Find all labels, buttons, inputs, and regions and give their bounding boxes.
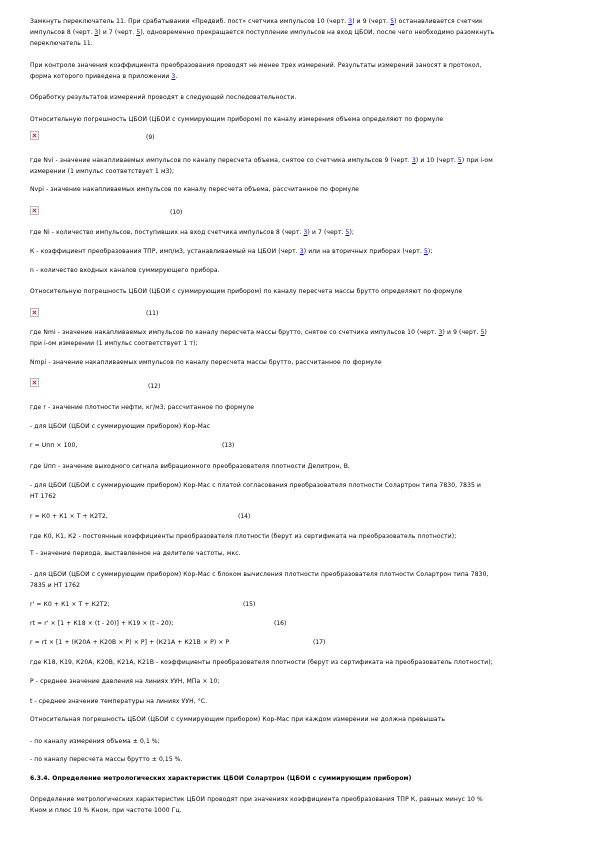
broken-image-icon: [30, 131, 39, 140]
text-line: [30, 638, 570, 648]
line-text: Обработку результатов измерений проводят в следующей последовательности.: [30, 94, 297, 101]
line-text: n - количество входных каналов суммирующего прибора.: [30, 267, 220, 274]
text-line: [30, 715, 570, 725]
broken-image-icon: [30, 206, 39, 215]
line-text: r' = К0 + К1 × Т + К2Т2;: [30, 601, 110, 608]
text-line: [30, 167, 570, 177]
text-line: [30, 403, 570, 413]
text-line: [30, 677, 570, 687]
line-text-segment: ) или на вторичных приборах (черт.: [303, 248, 424, 255]
line-text: Р - среднее значение давления на линиях УУН, МПа × 10;: [30, 678, 220, 685]
line-text-segment: ) останавливается счетчик: [394, 18, 483, 25]
line-text: 6.3.4. Определение метрологических характеристик ЦБОИ Солартрон (ЦБОИ с суммирующим прибором): [30, 775, 412, 782]
text-line: [30, 28, 570, 38]
line-text: - для ЦБОИ (ЦБОИ с суммирующим прибором) Кор-Мас с платой согласования преобразователя плотности Солартрон типа 7830, 7835 и: [30, 482, 482, 489]
figure-link[interactable]: 5: [345, 229, 350, 236]
equation-number: (16): [274, 620, 287, 627]
text-line: [30, 737, 570, 747]
text-line: [30, 481, 570, 491]
text-line: [30, 697, 570, 707]
equation-number: (11): [146, 310, 159, 317]
text-line: [30, 492, 570, 502]
line-text: где К0, К1, К2 - постоянные коэффициенты преобразователя плотности (берут из сертификата на преобразователь плотности);: [30, 533, 457, 540]
line-text: При контроле значения коэффициента преобразования проводят не менее трех измерений. Результаты измерений заносят в протокол,: [30, 62, 482, 69]
figure-link[interactable]: 3: [411, 157, 416, 164]
text-line: [30, 266, 570, 276]
line-text: Nmpi - значение накапливаемых импульсов по каналу пересчета массы брутто, рассчитанное по формуле: [30, 359, 382, 366]
text-line: [30, 61, 570, 71]
line-text: Замкнуть переключатель 11. При срабатывании «Предвиб. пост» счетчика импульсов 10 (черт.: [30, 18, 349, 25]
text-line: [30, 287, 570, 297]
line-text-segment: ) и 7 (черт.: [307, 229, 346, 236]
line-text: Т - значение периода, выставленное на делителе частоты, мкс.: [30, 550, 241, 557]
text-line: [30, 328, 570, 338]
line-text: где Uпп - значение выходного сигнала вибрационного преобразователя плотности Делитрон, В.: [30, 463, 350, 470]
line-text: Определение метрологических характеристик ЦБОИ проводят при значениях коэффициента преобразования ТПР К, равных минус 10 %: [30, 796, 483, 803]
line-text: - по каналу измерения объема ± 0,1 %;: [30, 738, 160, 745]
line-text: - для ЦБОИ (ЦБОИ с суммирующим прибором) Кор-Мас с блоком вычисления плотности преобразователя плотности Солартрон типа 7830,: [30, 571, 489, 578]
figure-link[interactable]: 3: [299, 248, 304, 255]
line-text: К - коэффициент преобразования ТПР, имп/м3, устанавливаемый на ЦБОИ (черт.: [30, 248, 300, 255]
figure-link[interactable]: 5: [423, 248, 428, 255]
line-text-segment: .: [175, 73, 178, 80]
text-line: [30, 39, 570, 49]
figure-link[interactable]: 3: [348, 18, 353, 25]
line-text: при i-ом измерении (1 импульс соответствует 1 т);: [30, 340, 198, 347]
text-line: [30, 774, 570, 784]
line-text: Относительную погрешность ЦБОИ (ЦБОИ с суммирующим прибором) по каналу пересчета массы брутто определяют по формуле: [30, 288, 463, 295]
line-text-segment: ) и 7 (черт.: [98, 29, 137, 36]
text-line: [30, 156, 570, 166]
line-text-segment: ) и 9 (черт.: [352, 18, 391, 25]
broken-image-icon: [30, 308, 39, 317]
line-text: переключатель 11.: [30, 40, 93, 47]
text-line: [30, 185, 570, 195]
text-line: [30, 228, 570, 238]
text-line: [30, 462, 570, 472]
line-text: r = rt × [1 + (К20А + К20В × Р) × Р] + (К21А + К21В × Р) × Р: [30, 639, 230, 646]
text-line: [30, 247, 570, 257]
line-text-segment: ) при i-ом: [461, 157, 493, 164]
equation-number: (10): [170, 209, 183, 216]
line-text-segment: ), одновременно прекращается поступление импульсов на вход ЦБОИ, после чего необходимо разомкнуть: [140, 29, 495, 36]
line-text: t - среднее значение температуры на линиях УУН, °С.: [30, 698, 208, 705]
figure-link[interactable]: 5: [390, 18, 395, 25]
text-line: [30, 600, 570, 610]
line-text-segment: );: [427, 248, 433, 255]
equation-number: (9): [146, 134, 155, 141]
text-line: [30, 795, 570, 805]
line-text: где К18, К19, К20А, К20В, К21А, К21В - коэффициенты преобразователя плотности (берут из сертификата на преобразователь плотности);: [30, 659, 493, 666]
text-line: [30, 339, 570, 349]
line-text: - по каналу пересчета массы брутто ± 0,15 %.: [30, 756, 183, 763]
text-line: [30, 532, 570, 542]
text-line: [30, 72, 570, 82]
line-text: r = Uпп × 100,: [30, 442, 78, 449]
line-text: НТ 1762: [30, 493, 57, 500]
line-text: где Nmi - значение накапливаемых импульсов по каналу пересчета массы брутто, снятое со счетчика импульсов 10 (черт.: [30, 329, 439, 336]
line-text-segment: );: [349, 229, 355, 236]
equation-number: (15): [243, 601, 256, 608]
text-line: [30, 422, 570, 432]
figure-link[interactable]: 3: [303, 229, 308, 236]
line-text: где r - значение плотности нефти, кг/м3, рассчитанное по формуле: [30, 404, 255, 411]
equation-number: (17): [313, 639, 326, 646]
line-text: r = К0 + К1 × Т + К2Т2,: [30, 513, 108, 520]
text-line: [30, 17, 570, 27]
line-text: rt = r' × [1 + К18 × (t - 20)] + К19 × (t - 20);: [30, 620, 174, 627]
line-text: где Ni - количество импульсов, поступивших на вход счетчика импульсов 8 (черт.: [30, 229, 304, 236]
text-line: [30, 115, 570, 125]
text-line: [30, 755, 570, 765]
equation-number: (12): [148, 383, 161, 390]
line-text: Относительная погрешность ЦБОИ (ЦБОИ с суммирующим прибором) Кор-Мас при каждом измерении не должна превышать: [30, 716, 445, 723]
line-text: измерении (1 импульс соответствует 1 м3);: [30, 168, 175, 175]
line-text-segment: ) и 9 (черт.: [442, 329, 481, 336]
figure-link[interactable]: 3: [171, 73, 176, 80]
line-text-segment: ) и 10 (черт.: [415, 157, 458, 164]
text-line: [30, 512, 570, 522]
text-line: [30, 658, 570, 668]
line-text: Кном и плюс 10 % Кном, при частоте 1000 Гц.: [30, 807, 182, 814]
text-line: [30, 549, 570, 559]
line-text: Относительную погрешность ЦБОИ (ЦБОИ с суммирующим прибором) по каналу измерения объема определяют по формуле: [30, 116, 444, 123]
text-line: [30, 93, 570, 103]
figure-link[interactable]: 3: [438, 329, 443, 336]
text-line: [30, 581, 570, 591]
text-line: [30, 806, 570, 816]
line-text: импульсов 8 (черт.: [30, 29, 95, 36]
figure-link[interactable]: 3: [94, 29, 99, 36]
line-text-segment: ): [484, 329, 487, 336]
equation-number: (13): [222, 442, 235, 449]
text-line: [30, 441, 570, 451]
line-text: - для ЦБОИ (ЦБОИ с суммирующим прибором) Кор-Мас: [30, 423, 211, 430]
equation-number: (14): [238, 513, 251, 520]
line-text: форма которого приведена в приложении: [30, 73, 172, 80]
figure-link[interactable]: 5: [136, 29, 141, 36]
figure-link[interactable]: 5: [457, 157, 462, 164]
broken-image-icon: [30, 378, 39, 387]
line-text: Nvpi - значение накапливаемых импульсов по каналу пересчета объема, рассчитанное по формуле: [30, 186, 359, 193]
line-text: где Nvi - значение накапливаемых импульсов по каналу пересчета объема, снятое со счетчика импульсов 9 (черт.: [30, 157, 412, 164]
text-line: [30, 619, 570, 629]
line-text: 7835 и НТ 1762: [30, 582, 81, 589]
figure-link[interactable]: 5: [480, 329, 485, 336]
text-line: [30, 570, 570, 580]
text-line: [30, 358, 570, 368]
